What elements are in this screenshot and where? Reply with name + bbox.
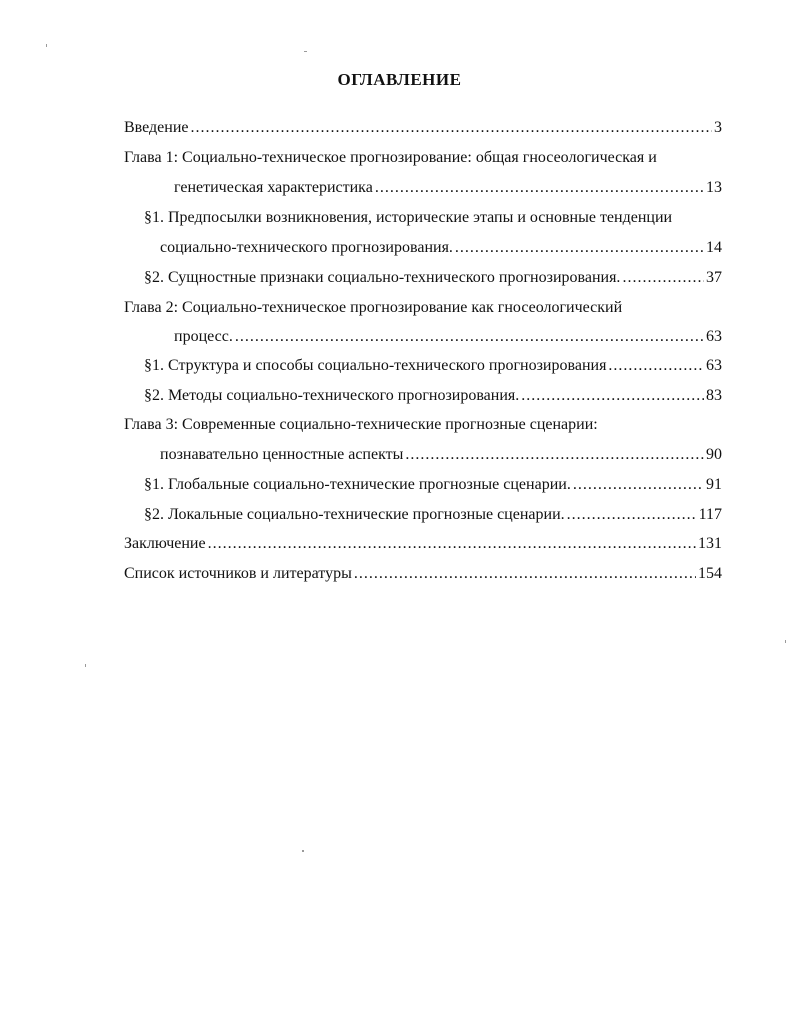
toc-entry-title: §1. Глобальные социально-технические прогнозные сценарии. — [144, 476, 571, 493]
toc-entry-page: 131 — [698, 535, 722, 552]
toc-entry-section-1-1-title[interactable]: §1. Предпосылки возникновения, исторические этапы и основные тенденции — [144, 209, 673, 226]
toc-entry-title: Заключение — [124, 535, 206, 552]
toc-entry-chapter-3-title[interactable]: Глава 3: Современные социально-технические прогнозные сценарии: — [124, 416, 598, 433]
dot-leader — [608, 355, 704, 377]
toc-entry-section-1-2[interactable] — [144, 267, 722, 289]
toc-entry-title: Список источников и литературы — [124, 565, 352, 582]
toc-entry-section-3-1[interactable] — [144, 474, 722, 496]
toc-entry-title: Введение — [124, 119, 189, 136]
dot-leader — [455, 237, 704, 259]
toc-entry-page: 37 — [706, 269, 722, 286]
toc-entry-section-2-2[interactable] — [144, 385, 722, 407]
dot-leader — [208, 533, 696, 555]
dot-leader — [405, 444, 704, 466]
scan-speck — [46, 44, 47, 47]
toc-entry-section-3-2[interactable] — [144, 504, 722, 526]
dot-leader — [354, 563, 696, 585]
scan-speck — [85, 664, 86, 667]
toc-entry-title: социально-технического прогнозирования. — [160, 239, 453, 256]
toc-entry-title: познавательно ценностные аспекты — [160, 446, 404, 463]
toc-entry-chapter-1-title[interactable]: Глава 1: Социально-техническое прогнозирование: общая гносеологическая и — [124, 149, 657, 166]
toc-entry-chapter-2-title[interactable]: Глава 2: Социально-техническое прогнозирование как гносеологический — [124, 299, 623, 316]
toc-entry-section-1-1[interactable] — [160, 237, 722, 259]
dot-leader — [191, 117, 713, 139]
toc-entry-page: 90 — [706, 446, 722, 463]
dot-leader — [521, 385, 704, 407]
toc-entry-page: 63 — [706, 328, 722, 345]
toc-entry-introduction[interactable] — [124, 117, 722, 139]
toc-entry-page: 83 — [706, 387, 722, 404]
toc-entry-page: 63 — [706, 357, 722, 374]
dot-leader — [573, 474, 704, 496]
dot-leader — [235, 326, 704, 348]
scan-speck — [304, 51, 307, 52]
toc-entry-title: §2. Методы социально-технического прогнозирования. — [144, 387, 520, 404]
page-title: ОГЛАВЛЕНИЕ — [337, 70, 462, 89]
toc-entry-page: 91 — [706, 476, 722, 493]
toc-entry-chapter-2[interactable] — [174, 326, 722, 348]
scan-speck — [785, 640, 786, 643]
toc-entry-page: 154 — [698, 565, 722, 582]
toc-entry-chapter-1[interactable] — [174, 177, 722, 199]
toc-entry-title: генетическая характеристика — [174, 179, 373, 196]
toc-entry-page: 13 — [706, 179, 722, 196]
toc-entry-page: 14 — [706, 239, 722, 256]
toc-entry-title: §2. Локальные социально-технические прогнозные сценарии. — [144, 506, 565, 523]
toc-entry-title: §2. Сущностные признаки социально-технического прогнозирования. — [144, 269, 621, 286]
toc-entry-bibliography[interactable] — [124, 563, 722, 585]
toc-entry-title: §1. Структура и способы социально-технического прогнозирования — [144, 357, 607, 374]
dot-leader — [622, 267, 704, 289]
toc-entry-page: 117 — [698, 506, 722, 523]
toc-entry-chapter-3[interactable] — [160, 444, 722, 466]
dot-leader — [375, 177, 704, 199]
toc-entry-page: 3 — [714, 119, 722, 136]
toc-entry-title: процесс. — [174, 328, 233, 345]
toc-entry-section-2-1[interactable] — [144, 355, 722, 377]
toc-entry-conclusion[interactable] — [124, 533, 722, 555]
scan-speck — [302, 850, 304, 852]
dot-leader — [567, 504, 697, 526]
